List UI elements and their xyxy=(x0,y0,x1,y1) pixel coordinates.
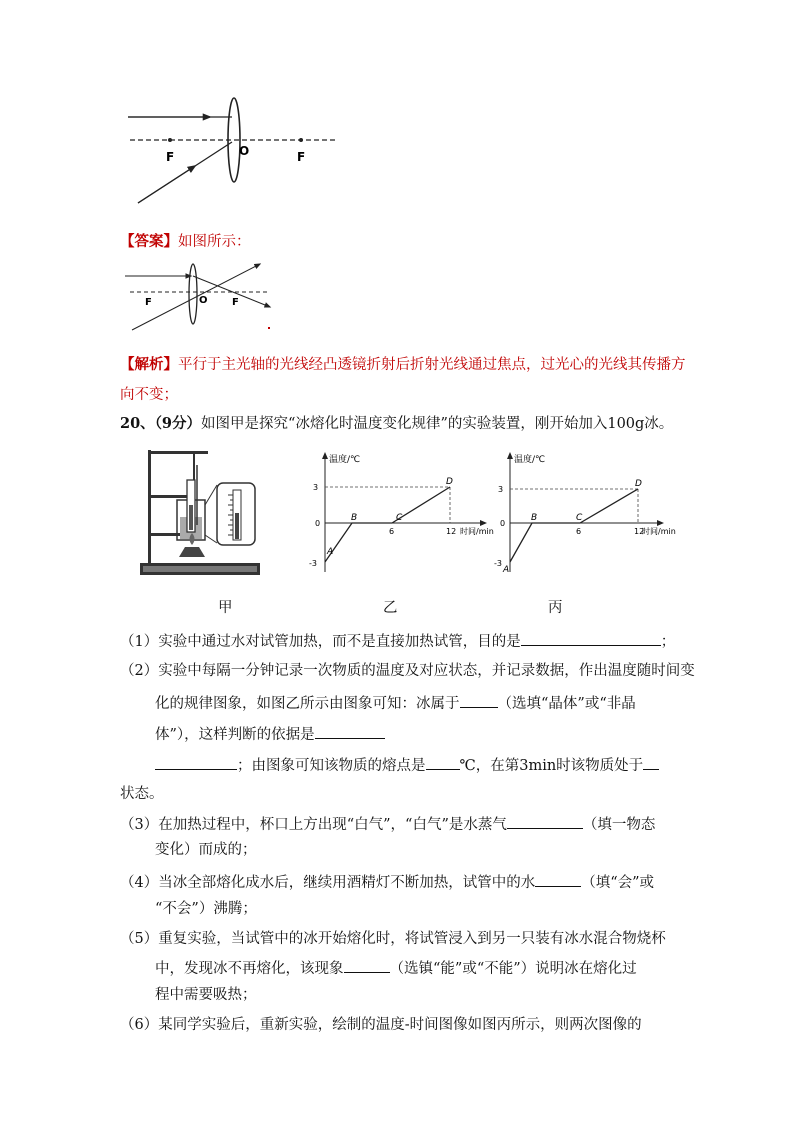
svg-text:D: D xyxy=(635,479,642,489)
svg-text:温度/℃: 温度/℃ xyxy=(329,455,361,465)
svg-text:6: 6 xyxy=(576,527,582,536)
sub2-line-5: 状态。 xyxy=(120,786,164,802)
red-dot xyxy=(268,327,270,329)
sub5-line-2: 中，发现冰不再熔化，该现象 （选镇“能”或“不能”）说明冰在熔化过 xyxy=(155,957,637,979)
temperature-graph-bing xyxy=(490,450,680,580)
answer-figure xyxy=(120,262,280,334)
sub2-blank-basis-cont[interactable] xyxy=(155,754,237,770)
caption-yi: 乙 xyxy=(383,600,398,616)
caption-jia: 甲 xyxy=(218,600,233,616)
sub4-line-2: “不会”）沸腾； xyxy=(155,901,257,917)
sub5-line-3: 程中需要吸热； xyxy=(155,987,257,1003)
svg-text:0: 0 xyxy=(315,519,321,528)
lens-question-figure xyxy=(120,95,345,215)
sub3-line-1: （3）在加热过程中，杯口上方出现“白气”，“白气”是水蒸气 （填一物态 xyxy=(120,813,655,835)
answer-text: 如图所示： xyxy=(178,234,251,250)
temperature-curve xyxy=(510,489,638,562)
analysis-line-1: 【解析】平行于主光轴的光线经凸透镜折射后折射光线通过焦点，过光心的光线其传播方 xyxy=(120,356,686,373)
sub2-blank-melting-point[interactable] xyxy=(426,754,460,770)
sub2-blank-state[interactable] xyxy=(643,754,659,770)
svg-text:时间/min: 时间/min xyxy=(642,527,676,536)
optical-center-label: O xyxy=(199,295,208,306)
svg-text:D: D xyxy=(446,477,453,487)
svg-text:C: C xyxy=(396,513,403,523)
svg-text:6: 6 xyxy=(389,527,395,536)
svg-text:温度/℃: 温度/℃ xyxy=(514,455,546,465)
svg-text:12: 12 xyxy=(446,527,457,536)
svg-text:12: 12 xyxy=(634,527,645,536)
sub3-blank[interactable] xyxy=(507,813,583,829)
svg-text:A: A xyxy=(327,547,334,557)
answer-line xyxy=(120,232,251,252)
svg-text:0: 0 xyxy=(500,519,506,528)
sub4-line-1: （4）当冰全部熔化成水后，继续用酒精灯不断加热，试管中的水 （填“会”或 xyxy=(120,871,654,893)
sub6-line-1: （6）某同学实验后，重新实验，绘制的温度-时间图像如图丙所示，则两次图像的 xyxy=(120,1017,642,1033)
sub2-blank-crystal[interactable] xyxy=(460,692,498,708)
temperature-graph-yi xyxy=(305,450,495,580)
sub1-blank[interactable] xyxy=(521,630,661,646)
analysis-line-2: 向不变； xyxy=(120,387,178,403)
svg-text:B: B xyxy=(531,513,538,523)
svg-text:时间/min: 时间/min xyxy=(460,527,494,536)
q20-number: 20、 xyxy=(120,415,155,432)
analysis-tag: 【解析】 xyxy=(120,356,178,373)
convex-lens xyxy=(189,264,197,324)
sub5-blank[interactable] xyxy=(344,957,390,973)
svg-text:B: B xyxy=(351,513,358,523)
focal-point-right-label: F xyxy=(297,150,306,164)
sub1-line: （1）实验中通过水对试管加热，而不是直接加热试管，目的是 ； xyxy=(120,630,675,652)
sub4-blank[interactable] xyxy=(535,871,581,887)
optical-center-label: O xyxy=(239,144,250,158)
sub2-line-1: （2）实验中每隔一分钟记录一次物质的温度及对应状态，并记录数据，作出温度随时间变 xyxy=(120,663,695,679)
answer-tag: 【答案】 xyxy=(120,233,178,250)
apparatus-figure xyxy=(135,445,270,580)
svg-text:3: 3 xyxy=(498,485,504,494)
sub2-blank-basis[interactable] xyxy=(315,723,385,739)
svg-text:-3: -3 xyxy=(494,559,502,568)
q20-stem: 20、（9分）如图甲是探究“冰熔化时温度变化规律”的实验装置，刚开始加入100g冰。 xyxy=(120,415,674,432)
svg-text:C: C xyxy=(576,513,583,523)
focal-point-left-label: F xyxy=(166,150,175,164)
caption-bing: 丙 xyxy=(548,600,563,616)
focal-point-right-label: F xyxy=(232,297,239,308)
svg-text:A: A xyxy=(503,565,510,575)
temperature-curve xyxy=(325,487,450,562)
sub5-line-1: （5）重复实验，当试管中的冰开始熔化时，将试管浸入到另一只装有冰水混合物烧杯 xyxy=(120,931,666,947)
sub2-line-4: ；由图象可知该物质的熔点是 ℃，在第3min时该物质处于 xyxy=(155,754,659,776)
sub2-line-2: 化的规律图象，如图乙所示由图象可知：冰属于 （选填“晶体”或“非晶 xyxy=(155,692,636,714)
svg-text:-3: -3 xyxy=(309,559,317,568)
focal-point-left-label: F xyxy=(145,297,152,308)
q20-points: （9分） xyxy=(154,415,202,432)
sub3-line-2: 变化）而成的； xyxy=(155,842,257,858)
sub2-line-3: 体”），这样判断的依据是 xyxy=(155,723,385,745)
svg-text:3: 3 xyxy=(313,483,319,492)
